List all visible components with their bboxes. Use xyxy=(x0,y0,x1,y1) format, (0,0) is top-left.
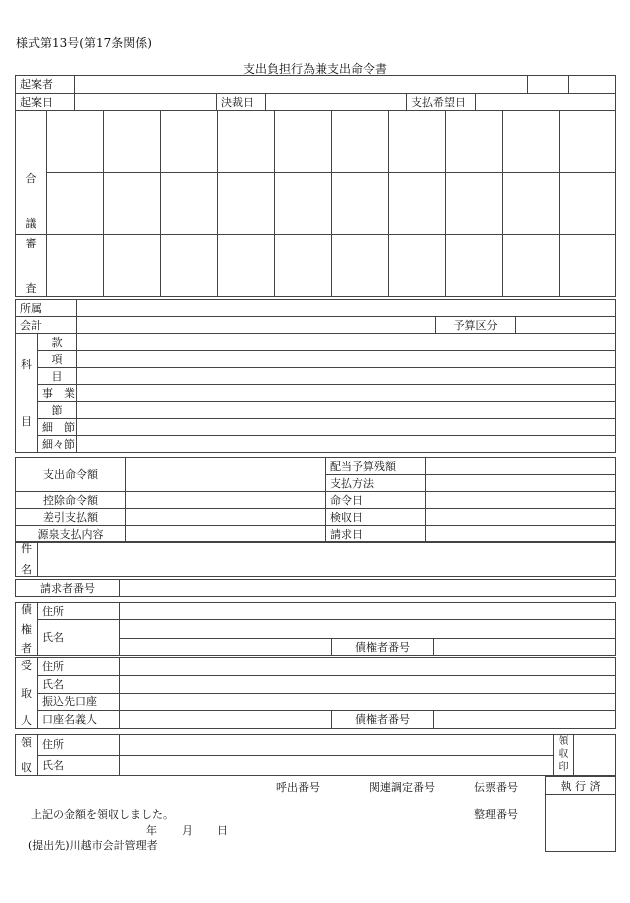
review-cell[interactable] xyxy=(389,235,446,297)
moku-field[interactable] xyxy=(77,368,616,385)
receipt-seal-label-2: 収 xyxy=(558,749,569,760)
filing-number-label: 整理番号 xyxy=(474,808,518,821)
approval-cell[interactable] xyxy=(560,111,616,173)
creditor-name-field[interactable] xyxy=(120,620,616,639)
approval-cell[interactable] xyxy=(503,111,560,173)
withholding-content-field[interactable] xyxy=(126,526,326,543)
jigyou-field[interactable] xyxy=(77,385,616,402)
approval-cell[interactable] xyxy=(389,173,446,235)
review-cell[interactable] xyxy=(161,235,218,297)
proposer-label: 起案者 xyxy=(16,76,75,93)
approval-cell[interactable] xyxy=(47,111,104,173)
creditor-number-field[interactable] xyxy=(434,639,616,656)
receipt-label-2: 収 xyxy=(21,761,32,774)
executed-stamp-box[interactable] xyxy=(545,776,616,852)
creditor-label-1: 債 xyxy=(21,603,32,616)
subject-field[interactable] xyxy=(38,542,616,577)
draft-date-label: 起案日 xyxy=(16,94,75,110)
approval-cell[interactable] xyxy=(161,173,218,235)
creditor-label-3: 者 xyxy=(21,642,32,655)
recipient-number-field[interactable] xyxy=(434,711,616,729)
draft-date-field[interactable] xyxy=(75,94,217,110)
kamoku-label-2: 目 xyxy=(21,415,32,428)
consult-label-2: 議 xyxy=(25,217,37,230)
approval-cell[interactable] xyxy=(47,173,104,235)
review-cell[interactable] xyxy=(560,235,616,297)
jigyou-label: 事 業 xyxy=(38,385,77,402)
affiliation-label: 所属 xyxy=(16,300,77,317)
approval-cell[interactable] xyxy=(389,111,446,173)
receipt-address-field[interactable] xyxy=(120,735,554,756)
day-label: 日 xyxy=(217,824,228,837)
approval-cell[interactable] xyxy=(218,173,275,235)
form-number: 様式第13号(第17条関係) xyxy=(16,36,152,50)
subject-label-2: 名 xyxy=(21,563,32,576)
order-date-label: 命令日 xyxy=(326,492,426,509)
saisetsu-label: 細 節 xyxy=(38,419,77,436)
withholding-content-label: 源泉支払内容 xyxy=(16,526,126,543)
review-cell[interactable] xyxy=(275,235,332,297)
kamoku-label-1: 科 xyxy=(21,358,32,371)
recipient-bank-account-label: 振込先口座 xyxy=(38,693,120,711)
claimant-table xyxy=(15,579,616,597)
moku-label: 目 xyxy=(38,368,77,385)
approval-cell[interactable] xyxy=(104,173,161,235)
recipient-account-holder-label: 口座名義人 xyxy=(38,711,120,729)
consult-label-1: 合 xyxy=(25,172,37,185)
recipient-address-field[interactable] xyxy=(120,658,616,676)
payment-method-label: 支払方法 xyxy=(326,475,426,492)
recipient-table xyxy=(15,657,616,729)
creditor-number-label: 債権者番号 xyxy=(332,639,434,656)
saisaisetsu-label: 細々節 xyxy=(38,436,77,453)
recipient-number-label: 債権者番号 xyxy=(332,711,434,729)
setsu-label: 節 xyxy=(38,402,77,419)
review-cell[interactable] xyxy=(446,235,503,297)
submit-to-label: (提出先)川越市会計管理者 xyxy=(28,839,158,852)
recipient-label-1: 受 xyxy=(21,659,32,672)
claimant-number-label: 請求者番号 xyxy=(16,580,120,597)
receipt-seal-field[interactable] xyxy=(574,735,616,776)
setsu-field[interactable] xyxy=(77,402,616,419)
deduction-order-amount-label: 控除命令額 xyxy=(16,492,126,509)
decision-date-label: 決裁日 xyxy=(221,95,254,109)
proposer-seal-field[interactable] xyxy=(528,76,569,93)
claim-date-field[interactable] xyxy=(426,526,616,543)
recipient-label-3: 人 xyxy=(21,714,32,727)
approval-cell[interactable] xyxy=(218,111,275,173)
net-payment-amount-label: 差引支払額 xyxy=(16,509,126,526)
payment-method-field[interactable] xyxy=(426,475,616,492)
approval-cell[interactable] xyxy=(275,173,332,235)
kan-field[interactable] xyxy=(77,334,616,351)
payment-order-amount-label: 支出命令額 xyxy=(16,458,126,492)
kan-label: 款 xyxy=(38,334,77,351)
approval-cell[interactable] xyxy=(503,173,560,235)
approval-cell[interactable] xyxy=(446,173,503,235)
subject-table xyxy=(15,541,616,577)
kou-field[interactable] xyxy=(77,351,616,368)
receipt-name-field[interactable] xyxy=(120,755,554,776)
deduction-order-amount-field[interactable] xyxy=(126,492,326,509)
creditor-address-label: 住所 xyxy=(38,603,120,620)
recipient-name-field[interactable] xyxy=(120,675,616,693)
call-number-label: 呼出番号 xyxy=(276,781,320,794)
approval-table xyxy=(15,75,616,297)
approval-cell[interactable] xyxy=(560,173,616,235)
month-label: 月 xyxy=(182,824,193,837)
allocated-budget-balance-field[interactable] xyxy=(426,458,616,475)
approval-cell[interactable] xyxy=(275,111,332,173)
approval-cell[interactable] xyxy=(446,111,503,173)
decision-date-field[interactable] xyxy=(265,94,407,110)
kou-label: 項 xyxy=(38,351,77,368)
review-cell[interactable] xyxy=(503,235,560,297)
amounts-table xyxy=(15,457,616,543)
subject-label-1: 件 xyxy=(21,542,32,555)
review-label-1: 審 xyxy=(25,237,37,250)
review-cell[interactable] xyxy=(47,235,104,297)
payment-wish-date-label: 支払希望日 xyxy=(411,95,466,109)
approval-cell[interactable] xyxy=(332,173,389,235)
creditor-address-field[interactable] xyxy=(120,603,616,620)
proposer-field[interactable] xyxy=(75,76,528,93)
review-label-2: 査 xyxy=(25,282,37,295)
net-payment-amount-field[interactable] xyxy=(126,509,326,526)
recipient-name-label: 氏名 xyxy=(38,675,120,693)
claim-date-label: 請求日 xyxy=(326,526,426,543)
receipt-seal-label-1: 領 xyxy=(558,736,569,747)
approval-cell[interactable] xyxy=(161,111,218,173)
receipt-seal-label-3: 印 xyxy=(558,762,569,773)
creditor-name-field-2[interactable] xyxy=(120,639,332,656)
proposer-extra-field[interactable] xyxy=(569,76,615,93)
affiliation-field[interactable] xyxy=(77,300,616,317)
approval-cell[interactable] xyxy=(104,111,161,173)
recipient-address-label: 住所 xyxy=(38,658,120,676)
review-cell[interactable] xyxy=(218,235,275,297)
slip-number-label: 伝票番号 xyxy=(474,781,518,794)
year-label: 年 xyxy=(146,824,157,837)
budget-class-field[interactable] xyxy=(516,317,616,334)
accounting-field[interactable] xyxy=(77,317,436,334)
payment-wish-date-field[interactable] xyxy=(475,94,615,110)
claimant-number-field[interactable] xyxy=(120,580,616,597)
receipt-address-label: 住所 xyxy=(38,735,120,756)
budget-class-label: 予算区分 xyxy=(436,317,516,334)
creditor-name-label: 氏名 xyxy=(38,620,120,656)
creditor-label-2: 権 xyxy=(21,622,32,636)
recipient-bank-account-field[interactable] xyxy=(120,693,616,711)
creditor-table xyxy=(15,602,616,656)
received-statement: 上記の金額を領収しました。 xyxy=(31,808,174,821)
receipt-table xyxy=(15,734,616,776)
account-table xyxy=(15,299,616,453)
inspection-date-field[interactable] xyxy=(426,509,616,526)
receipt-label-1: 領 xyxy=(21,736,32,749)
form-title: 支出負担行為兼支出命令書 xyxy=(242,62,387,76)
order-date-field[interactable] xyxy=(426,492,616,509)
review-cell[interactable] xyxy=(332,235,389,297)
payment-order-amount-field[interactable] xyxy=(126,458,326,492)
receipt-name-label: 氏名 xyxy=(38,755,120,776)
executed-label: 執 行 済 xyxy=(546,777,615,795)
saisetsu-field[interactable] xyxy=(77,419,616,436)
recipient-label-2: 取 xyxy=(21,686,32,700)
inspection-date-label: 検収日 xyxy=(326,509,426,526)
approval-cell[interactable] xyxy=(332,111,389,173)
recipient-account-holder-field[interactable] xyxy=(120,711,332,729)
related-number-label: 関連調定番号 xyxy=(369,781,435,794)
saisaisetsu-field[interactable] xyxy=(77,436,616,453)
allocated-budget-balance-label: 配当予算残額 xyxy=(326,458,426,475)
accounting-label: 会計 xyxy=(16,317,77,334)
review-cell[interactable] xyxy=(104,235,161,297)
